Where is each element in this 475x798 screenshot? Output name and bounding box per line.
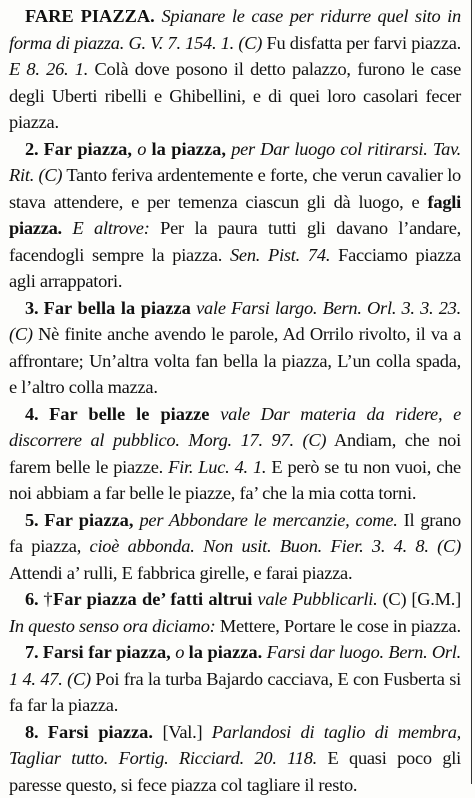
definition: vale Farsi largo. — [196, 298, 317, 318]
quote: E però se tu non vuoi, che noi abbiam a far belle le piazze, fa’ che la mia cotta torni. — [9, 457, 461, 504]
quote: Nè finite anche avendo le parole, Ad Orrilo rivolto, il va a affrontare; Un’altra volta fan bella la piazza, L’un colla spada, e l’altro colla mazza. — [9, 324, 461, 397]
headword: Far piazza de’ fatti altrui — [53, 589, 252, 609]
dictionary-column — [9, 3, 461, 798]
entry-number: 7. — [25, 642, 38, 662]
quote: Andiam, che noi farem belle le piazze. — [9, 430, 461, 477]
emphasis: fagli piazza. — [9, 192, 461, 239]
citation: Sen. Pist. 74. — [230, 245, 330, 265]
entry-number: 6. — [25, 589, 38, 609]
headword: Far bella la piazza — [44, 298, 191, 318]
headword: Far belle le piazze — [49, 404, 209, 424]
entry-number: 5. — [25, 510, 38, 530]
headword: FARE PIAZZA. — [25, 6, 155, 26]
entry-number: 2. — [25, 139, 38, 159]
source-tag: [Val.] — [162, 722, 202, 742]
citation: Morg. 17. 97. (C) — [188, 430, 326, 450]
headword: Farsi piazza. — [48, 722, 153, 742]
headword-variant: la piazza. — [189, 642, 263, 662]
definition: per Abbondare le mercanzie, come. — [139, 510, 397, 530]
quote: Fu disfatta per farvi piazza. — [267, 33, 462, 53]
quote: Colà dove posono il detto palazzo, furono le case degli Uberti ribelli e Ghibellini, e di quei loro casolari fecer piazza. — [9, 59, 461, 132]
entry-6 — [9, 586, 461, 639]
quote: Facciamo piazza agli arrappatori. — [9, 245, 461, 292]
definition: Spianare le case per ridurre quel sito in forma di piazza. — [9, 6, 461, 53]
quote: Per la paura tutti gli davano l’andare, facendogli sempre la piazza. — [9, 218, 461, 265]
example: Il grano fa piazza, — [9, 510, 461, 557]
citation: Tav. Rit. (C) — [9, 139, 461, 186]
example: Mettere, Portare le cose in piazza. — [220, 616, 461, 636]
entry-2 — [9, 136, 461, 295]
headword: Farsi far piazza, — [43, 642, 171, 662]
entry-number: 8. — [25, 722, 38, 742]
quote: Poi fra la turba Bajardo cacciava, E con Fusberta si fa far la piazza. — [9, 669, 461, 716]
definition: Farsi dar luogo. — [267, 642, 384, 662]
entry-7 — [9, 639, 461, 719]
citation: Bern. Orl. 3. 3. 23. (C) — [9, 298, 461, 345]
entry-4 — [9, 401, 461, 507]
citation: (C) [G.M.] — [383, 589, 461, 609]
entry-5 — [9, 507, 461, 587]
entry-fare-piazza — [9, 3, 461, 136]
connector: o — [175, 642, 184, 662]
citation: Fortig. Ricciard. 20. 118. — [119, 748, 317, 768]
headword: Far piazza, — [44, 139, 132, 159]
entry-number: 3. — [25, 298, 38, 318]
citation: G. V. 7. 154. 1. (C) — [128, 33, 262, 53]
definition: vale Dar materia da ridere, e discorrere al pubblico. — [9, 404, 461, 451]
definition-note: cioè abbonda. Non usit. — [90, 536, 272, 556]
obsolete-mark: † — [43, 589, 53, 609]
connector: o — [137, 139, 146, 159]
definition-note: In questo senso ora diciamo: — [9, 616, 216, 636]
definition: vale Pubblicarli. — [257, 589, 377, 609]
headword: Far piazza, — [44, 510, 133, 530]
definition: Parlandosi di taglio di membra, Tagliar tutto. — [9, 722, 461, 769]
entry-number: 4. — [25, 404, 38, 424]
entry-3 — [9, 295, 461, 401]
citation: Buon. Fier. 3. 4. 8. (C) — [280, 536, 461, 556]
headword-variant: la piazza, — [151, 139, 225, 159]
citation: E 8. 26. 1. — [9, 59, 88, 79]
entry-8 — [9, 719, 461, 798]
citation: Bern. Orl. 1 4. 47. (C) — [9, 642, 461, 689]
quote: Attendi a’ rulli, E fabbrica girelle, e farai piazza. — [9, 563, 352, 583]
column-rule — [471, 0, 472, 784]
cross-reference: E altrove: — [72, 218, 149, 238]
quote: Tanto feriva ardentemente e forte, che verun cavalier lo stava attendere, e per temenza ciascun gli dà luogo, e — [9, 165, 461, 212]
definition: per Dar luogo col ritirarsi. — [231, 139, 427, 159]
quote: E quasi poco gli paresse questo, si fece piazza col tagliare il resto. — [9, 748, 461, 795]
citation: Fir. Luc. 4. 1. — [168, 457, 266, 477]
